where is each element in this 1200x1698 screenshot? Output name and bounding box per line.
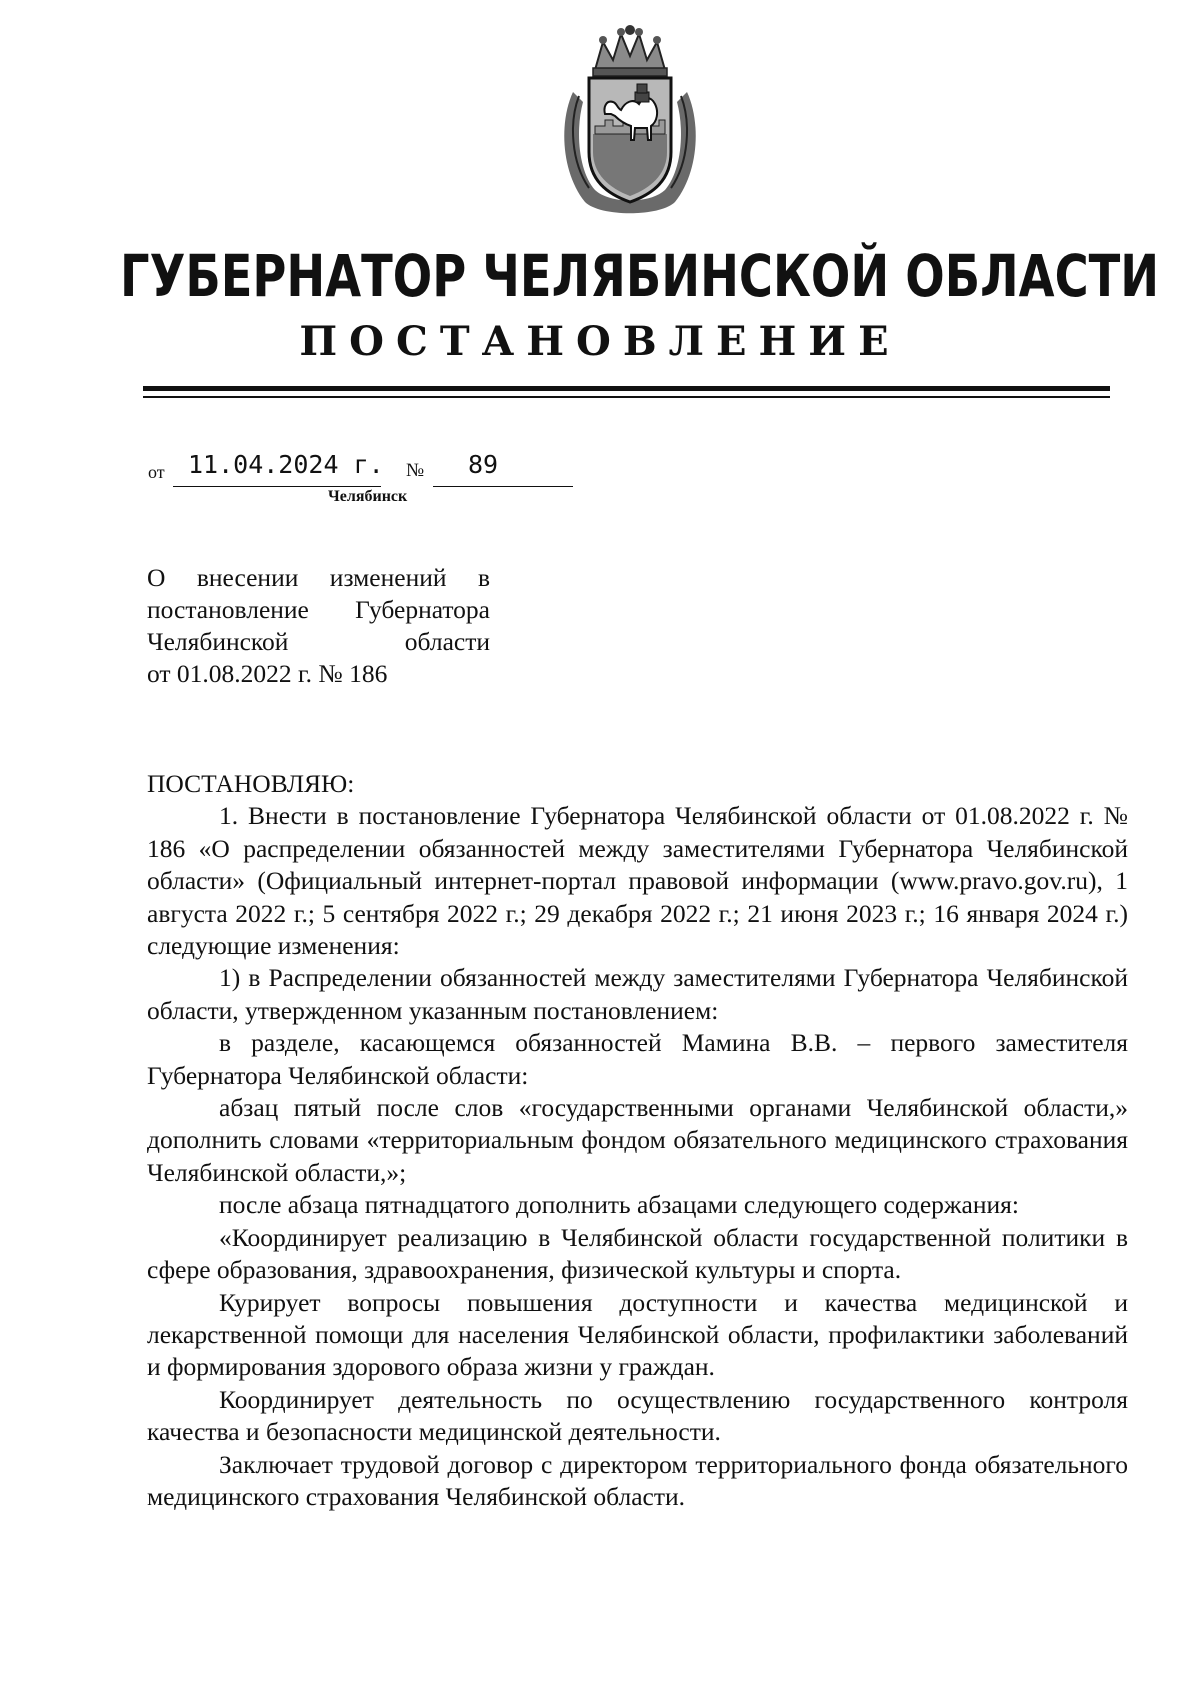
- subject-line: Челябинской области: [147, 627, 490, 656]
- header-divider-thin: [143, 396, 1110, 398]
- body-paragraph: «Координирует реализацию в Челябинской области государственной политики в сфере образования, здравоохранения, физической культуры и спорта.: [147, 1222, 1128, 1285]
- body-paragraph: в разделе, касающемся обязанностей Мамина В.В. – первого заместителя Губернатора Челябинской области:: [147, 1028, 1128, 1090]
- document-number: 89: [468, 450, 499, 479]
- body-paragraph: 1. Внести в постановление Губернатора Челябинской области от 01.08.2022 г. № 186 «О распределении обязанностей между заместителями Губернатора Челябинской области» (Официальный интернет-портал правовой информации (www.pravo.gov.ru), 1 августа 2022 г.; 5 сентября 2022 г.; 29 декабря 2022 г.; 21 июня 2023 г.; 16 января 2024 г.) следующие изменения:: [147, 801, 1128, 961]
- subject-line: постановление Губернатора: [147, 595, 490, 624]
- body-paragraph: Заключает трудовой договор с директором территориального фонда обязательного медицинского страхования Челябинской области.: [147, 1449, 1128, 1511]
- document-meta: [148, 448, 648, 508]
- coat-of-arms-emblem: [555, 22, 705, 222]
- number-sign-label: №: [406, 460, 425, 481]
- body-paragraph: абзац пятый после слов «государственными органами Челябинской области,» дополнить словами «территориальным фондом обязательного медицинского страхования Челябинской области,»;: [147, 1093, 1128, 1187]
- body-paragraph: 1) в Распределении обязанностей между заместителями Губернатора Челябинской области, утвержденном указанным постановлением:: [147, 963, 1128, 1025]
- document-subject: [147, 562, 490, 690]
- date-prefix-label: от: [148, 462, 165, 482]
- subject-line: О внесении изменений в: [147, 563, 490, 592]
- resolve-heading: ПОСТАНОВЛЯЮ:: [147, 769, 355, 798]
- subject-line: от 01.08.2022 г. № 186: [147, 659, 388, 688]
- body-paragraph: Курирует вопросы повышения доступности и качества медицинской и лекарственной помощи для населения Челябинской области, профилактики заболеваний и формирования здорового образа жизни у граждан.: [147, 1287, 1128, 1382]
- number-underline: [433, 486, 573, 487]
- document-city: Челябинск: [328, 488, 408, 505]
- body-paragraph: Координирует деятельность по осуществлению государственного контроля качества и безопасности медицинской деятельности.: [147, 1384, 1128, 1447]
- document-date: 11.04.2024 г.: [188, 450, 384, 479]
- header-divider-thick: [143, 386, 1110, 391]
- date-underline: [173, 486, 381, 487]
- body-paragraph: после абзаца пятнадцатого дополнить абзацами следующего содержания:: [219, 1190, 1019, 1220]
- document-body: [147, 768, 1128, 1513]
- issuer-title: ГУБЕРНАТОР ЧЕЛЯБИНСКОЙ ОБЛАСТИ: [120, 242, 1160, 310]
- document-type: ПОСТАНОВЛЕНИЕ: [299, 318, 901, 365]
